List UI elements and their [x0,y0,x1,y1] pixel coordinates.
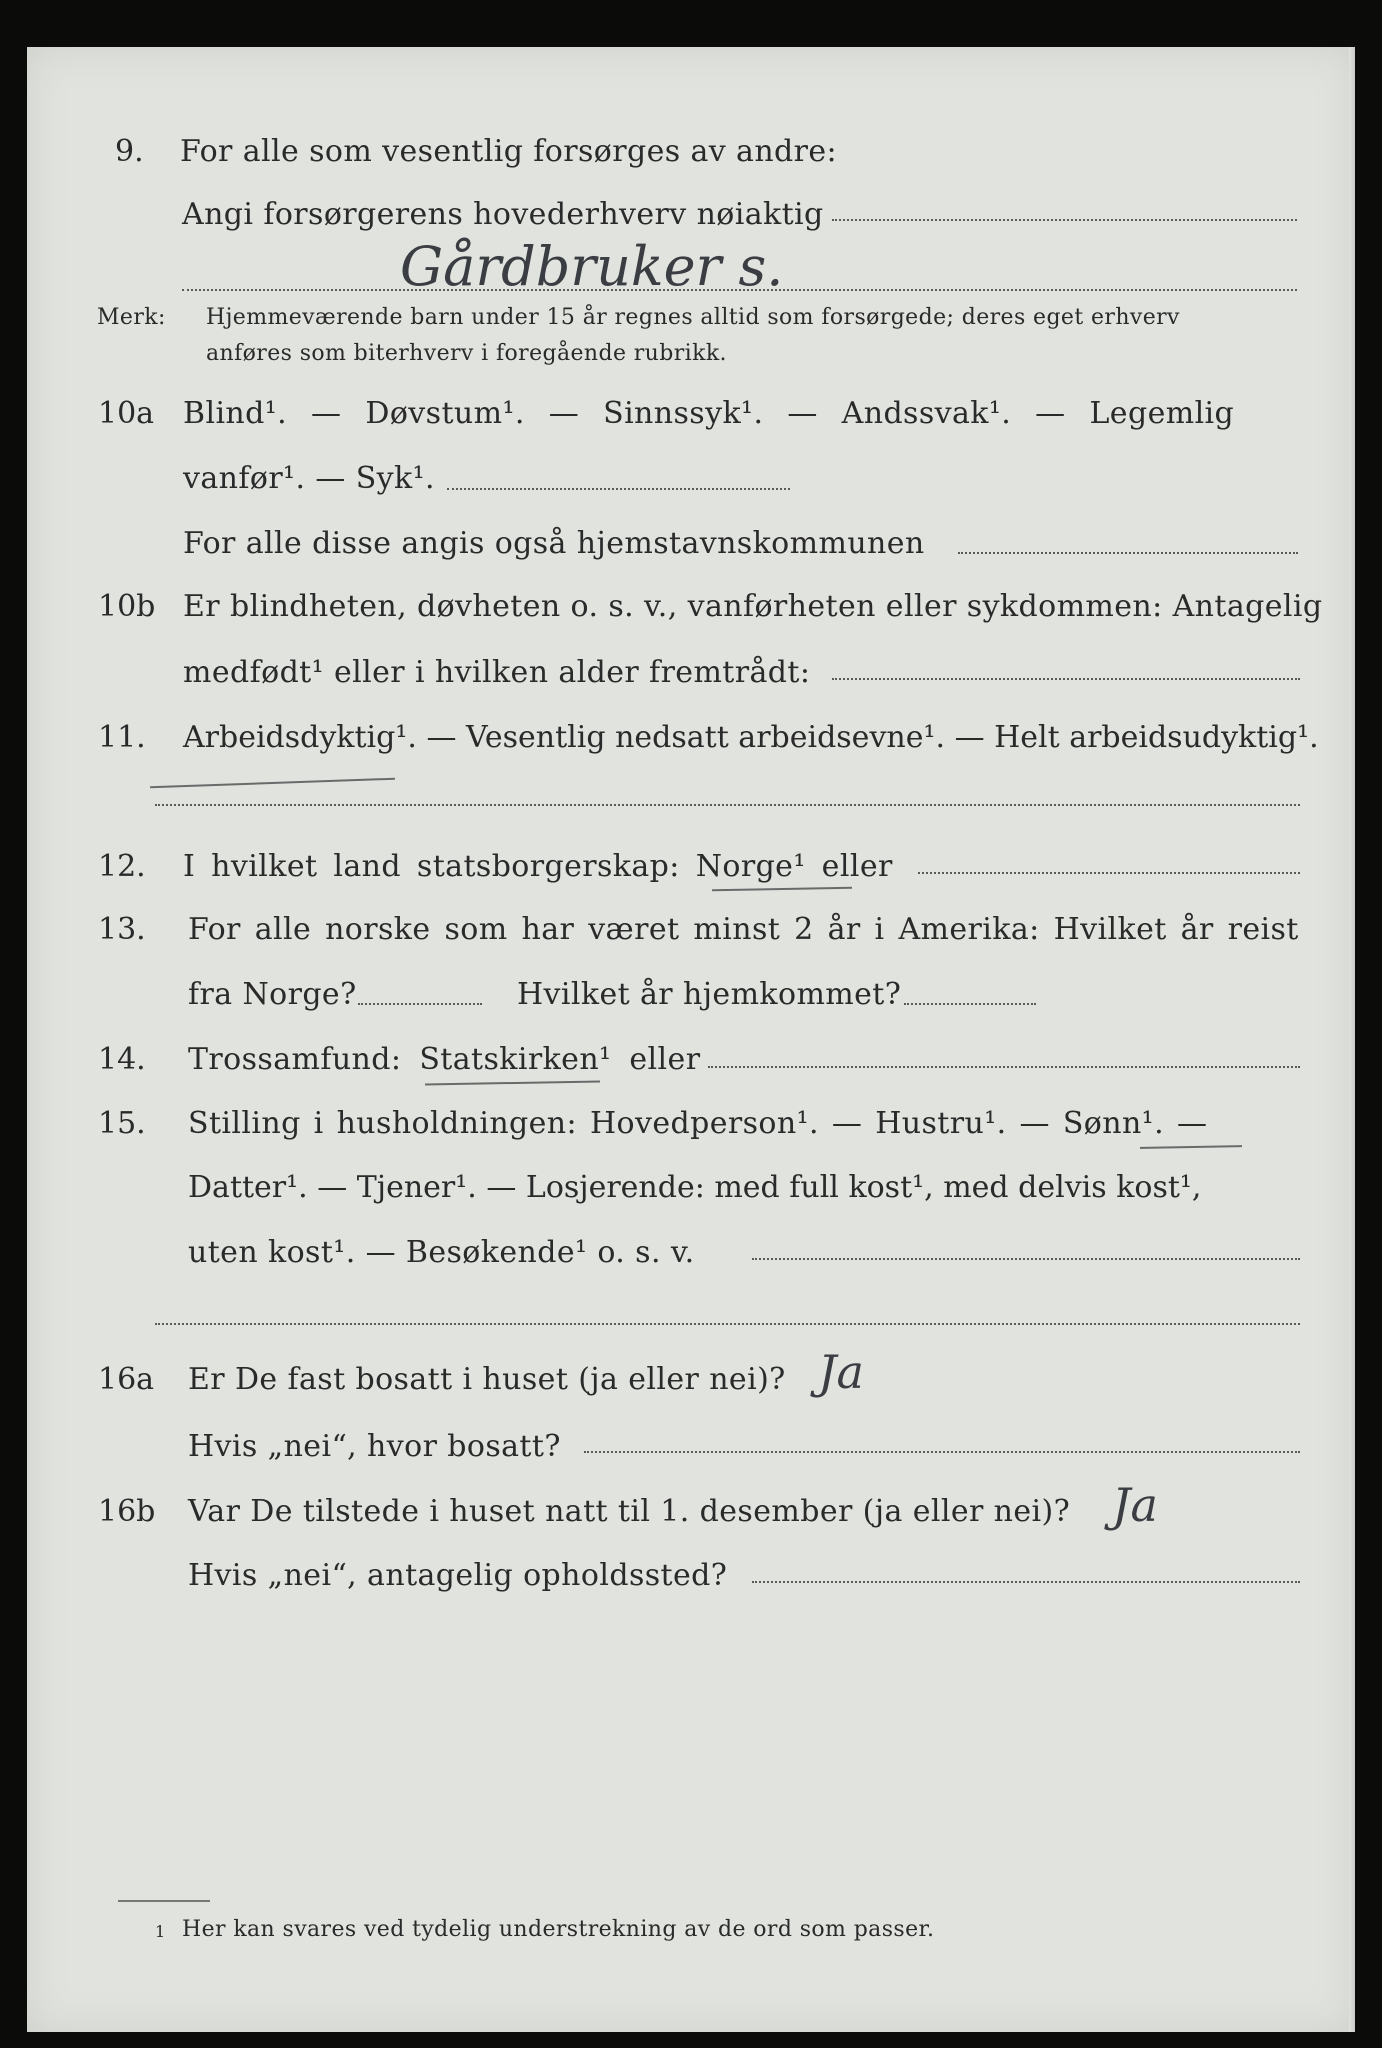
q16a-handwritten-answer[interactable]: Ja [818,1345,864,1399]
q9-text: For alle som vesentlig forsørges av andre: [180,134,838,169]
q13-line-1: For alle norske som har været minst 2 år i Amerika: Hvilket år reist [188,912,1299,947]
merk-line-1: Hjemmeværende barn under 15 år regnes alltid som forsørgede; deres eget erhverv [206,305,1180,330]
q10b-line-1: Er blindheten, døvheten o. s. v., vanførheten eller sykdommen: Antagelig [183,589,1323,624]
q16b-line-1: Var De tilstede i huset natt til 1. desember (ja eller nei)? [188,1494,1071,1529]
q16b-answer-line[interactable] [752,1581,1300,1583]
q15-line-1: Stilling i husholdningen: Hovedperson¹. — Hustru¹. — Sønn¹. — [188,1106,1208,1141]
q16a-line-2: Hvis „nei“, hvor bosatt? [188,1429,561,1464]
q16b-line-2: Hvis „nei“, antagelig opholdssted? [188,1558,728,1593]
q15-answer-line-2[interactable] [155,1323,1300,1325]
q11-number: 11. [98,720,146,755]
q11-line-1: Arbeidsdyktig¹. — Vesentlig nedsatt arbeidsevne¹. — Helt arbeidsudyktig¹. [183,720,1319,755]
q12-line-1: I hvilket land statsborgerskap: Norge¹ eller [183,849,893,884]
q10a-line-3: For alle disse angis også hjemstavnskommunen [183,526,925,561]
q10b-answer-line[interactable] [832,678,1300,680]
q15-answer-line-1[interactable] [752,1258,1300,1260]
q16a-number: 16a [98,1362,155,1397]
q12-number: 12. [98,849,146,884]
merk-label: Merk: [97,305,166,330]
footnote-rule [118,1900,210,1902]
q10a-syk-line[interactable] [447,488,790,490]
q10a-line-2: vanfør¹. — Syk¹. [183,461,435,496]
page-edge [1349,47,1355,2032]
q13-hjemkommet-line[interactable] [904,1003,1036,1005]
q13-line-2b: Hvilket år hjemkommet? [517,977,902,1012]
q16b-number: 16b [98,1494,156,1529]
q15-line-2: Datter¹. — Tjener¹. — Losjerende: med full kost¹, med delvis kost¹, [188,1170,1202,1205]
q11-answer-line[interactable] [155,804,1300,806]
q14-answer-line[interactable] [708,1066,1300,1068]
q10b-number: 10b [98,589,156,624]
q9-prompt: Angi forsørgerens hovederhverv nøiaktig [182,197,824,232]
merk-line-2: anføres som biterhverv i foregående rubrikk. [206,341,727,366]
q9-handwritten-answer[interactable]: Gårdbruker s. [400,235,784,298]
q10b-line-2: medfødt¹ eller i hvilken alder fremtrådt: [183,655,811,690]
footnote-text: Her kan svares ved tydelig understrekning av de ord som passer. [182,1917,935,1942]
q16b-handwritten-answer[interactable]: Ja [1112,1478,1158,1532]
q9-answer-line-2[interactable] [182,289,1297,291]
q13-number: 13. [98,912,146,947]
q13-reist-line[interactable] [358,1003,482,1005]
q16a-answer-line[interactable] [584,1451,1300,1453]
q12-answer-line[interactable] [918,872,1300,874]
q10a-line-1: Blind¹. — Døvstum¹. — Sinnssyk¹. — Andssvak¹. — Legemlig [183,396,1235,431]
q14-number: 14. [98,1042,146,1077]
q9-number: 9. [115,134,144,169]
q14-line-1: Trossamfund: Statskirken¹ eller [188,1042,701,1077]
q13-line-2a: fra Norge? [188,977,357,1012]
q15-number: 15. [98,1106,146,1141]
q9-answer-line-1[interactable] [832,219,1297,221]
q10a-hjemstavn-line[interactable] [958,552,1298,554]
q16a-line-1: Er De fast bosatt i huset (ja eller nei)? [188,1362,786,1397]
q10a-number: 10a [98,396,155,431]
footnote-marker: 1 [155,1922,166,1941]
q15-line-3: uten kost¹. — Besøkende¹ o. s. v. [188,1235,695,1270]
